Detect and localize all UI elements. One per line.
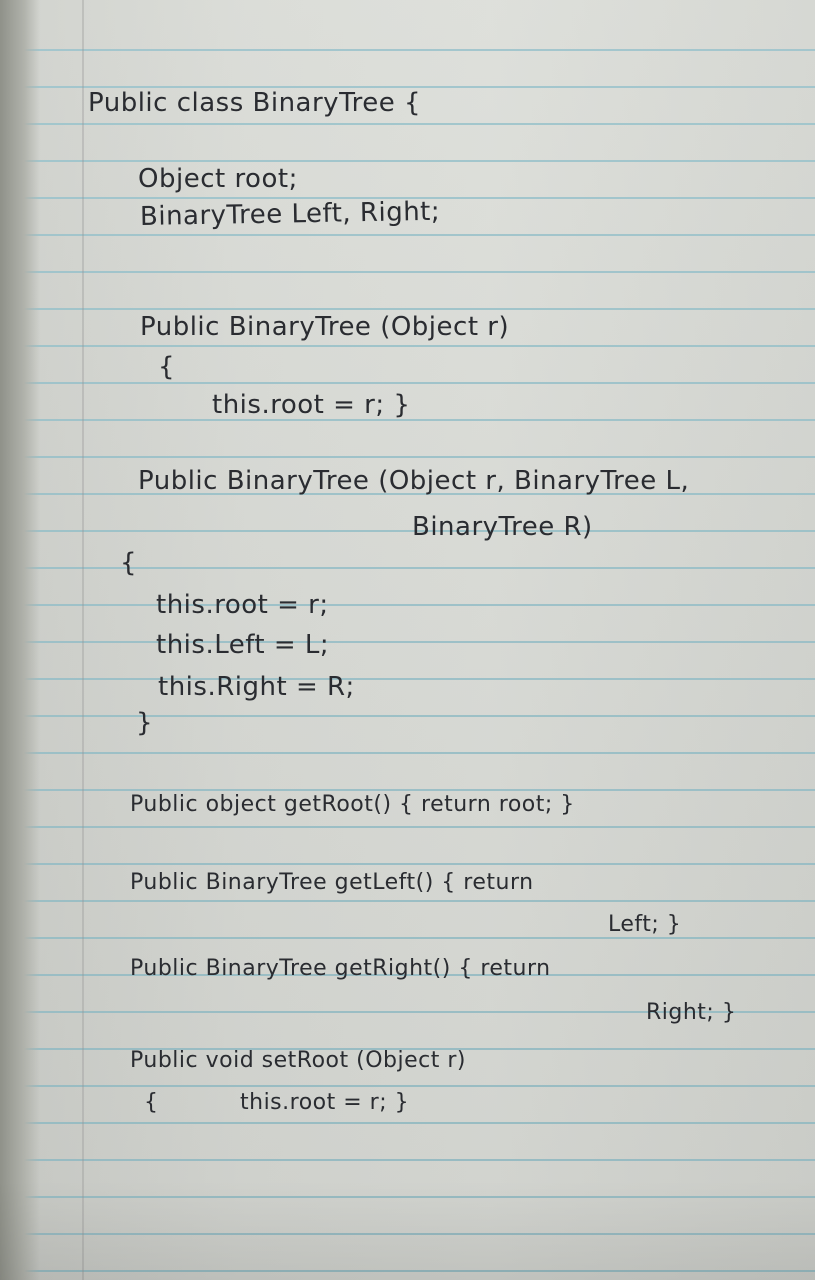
page-shadow [0,1180,815,1280]
constructor-two-assign-left: this.Left = L; [156,630,330,660]
constructor-two-open-brace: { [120,548,138,578]
constructor-two-assign-root: this.root = r; [156,590,329,620]
set-root-method: Public void setRoot (Object r) [130,1048,466,1073]
field-left-right-line: BinaryTree Left, Right; [139,196,441,232]
constructor-one-open-brace: { [158,352,176,382]
constructor-two-signature: Public BinaryTree (Object r, BinaryTree L, [138,466,690,496]
set-root-body: this.root = r; } [240,1090,410,1115]
constructor-one-signature: Public BinaryTree (Object r) [140,312,510,342]
get-root-method: Public object getRoot() { return root; } [130,792,575,817]
constructor-two-assign-right: this.Right = R; [158,672,355,702]
get-left-method-cont: Left; } [608,912,682,937]
get-right-method: Public BinaryTree getRight() { return [130,956,551,981]
class-declaration-line: Public class BinaryTree { [88,88,422,118]
get-right-method-cont: Right; } [646,1000,737,1025]
page-margin-line [82,0,84,1280]
notebook-binding [0,0,40,1280]
field-root-line: Object root; [138,164,298,194]
set-root-open-brace: { [144,1090,159,1115]
get-left-method: Public BinaryTree getLeft() { return [130,870,534,895]
constructor-two-signature-cont: BinaryTree R) [412,512,593,542]
constructor-one-body: this.root = r; } [212,390,411,420]
constructor-two-close-brace: } [136,708,154,738]
